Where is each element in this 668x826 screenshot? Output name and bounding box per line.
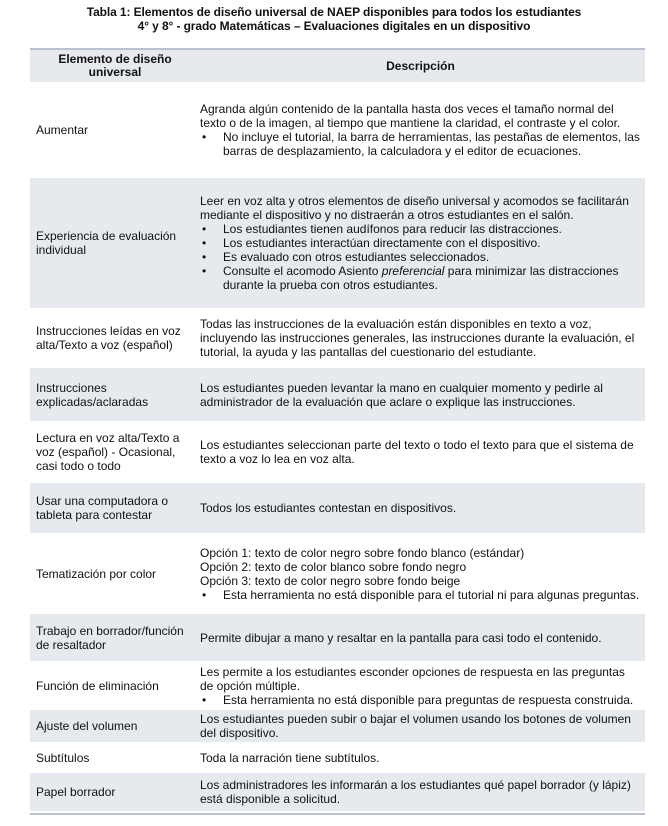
row-description: Toda la narración tiene subtítulos.: [200, 750, 380, 765]
row-description: [200, 665, 645, 707]
bullet-item: • Es evaluado con otros estudiantes seleccionados.: [200, 250, 641, 264]
row-element: Usar una computadora o tableta para contestar: [36, 494, 169, 522]
bullet-list: [200, 222, 641, 292]
row-description: [200, 546, 645, 602]
row-element: Instrucciones explicadas/aclaradas: [36, 380, 149, 409]
bullet-item: • Esta herramienta no está disponible para el tutorial ni para algunas preguntas.: [200, 588, 641, 602]
row-description: Los estudiantes seleccionan parte del texto o todo el texto para que el sistema de texto a voz lo lea en voz alta.: [200, 438, 634, 466]
bullet-emphasis: preferencial: [381, 264, 445, 278]
universal-design-table: [30, 48, 645, 811]
bullet-item: [200, 264, 641, 292]
header-element: [30, 53, 200, 79]
bullet-item: • Los estudiantes tienen audífonos para reducir las distracciones.: [200, 222, 641, 236]
bullet-list: [200, 130, 641, 158]
table-row: [30, 82, 645, 178]
row-element: Instrucciones leídas en voz alta/Texto a voz (español): [36, 324, 181, 352]
row-description: Permite dibujar a mano y resaltar en la pantalla para casi todo el contenido.: [200, 630, 602, 645]
row-element: Función de eliminación: [36, 678, 159, 693]
header-description: Descripción: [386, 59, 455, 73]
table-row: [30, 178, 645, 308]
table-row: [30, 661, 645, 710]
row-description: Todos los estudiantes contestan en dispositivos.: [200, 501, 457, 515]
row-element: Experiencia de evaluación individual: [36, 229, 177, 257]
header-element-line-1: Elemento de diseño: [58, 52, 172, 66]
description-text: Leer en voz alta y otros elementos de diseño universal y acomodos se facilitarán mediante el dispositivo y no distraerán a otros estudiantes en el salón.: [200, 194, 629, 222]
bullet-item: • Esta herramienta no está disponible para preguntas de respuesta construida.: [200, 693, 641, 707]
row-description: Los estudiantes pueden levantar la mano en cualquier momento y pedirle al administrador de la evaluación que aclare o explique las instrucciones.: [200, 380, 603, 409]
row-description: Todas las instrucciones de la evaluación están disponibles en texto a voz, incluyendo las instrucciones generales, las instrucciones durante la evaluación, el tutorial, la ayuda y las pantallas del cuestionario del estudiante.: [200, 317, 635, 359]
row-element: Trabajo en borrador/función de resaltador: [36, 623, 184, 652]
row-element: Tematización por color: [36, 566, 157, 581]
bullet-list: [200, 693, 641, 707]
table-row: [30, 421, 645, 483]
description-text: Les permite a los estudiantes esconder opciones de respuesta en las preguntas de opción múltiple.: [200, 664, 625, 693]
table-title: [0, 5, 668, 33]
table-bottom-border: [30, 813, 645, 815]
description-text: Agranda algún contenido de la pantalla hasta dos veces el tamaño normal del texto o de la imagen, al tiempo que mantiene la claridad, el contraste y el color.: [200, 102, 621, 130]
table-title-line-1: Tabla 1: Elementos de diseño universal de NAEP disponibles para todos los estudiantes: [86, 5, 582, 19]
table-header-row: [30, 50, 645, 82]
table-row: [30, 742, 645, 773]
header-element-line-2: universal: [88, 65, 142, 79]
color-option: Opción 2: texto de color blanco sobre fondo negro: [200, 559, 467, 574]
color-option: Opción 3: texto de color negro sobre fondo beige: [200, 573, 461, 588]
table-title-line-2: 4° y 8° - grado Matemáticas – Evaluaciones digitales en un dispositivo: [137, 19, 531, 33]
row-description: Los estudiantes pueden subir o bajar el volumen usando los botones de volumen del dispositivo.: [200, 712, 631, 740]
row-description: [200, 102, 645, 158]
bullet-item: • No incluye el tutorial, la barra de herramientas, las pestañas de elementos, las barras de desplazamiento, la calculadora y el editor de ecuaciones.: [200, 130, 641, 158]
table-row: [30, 308, 645, 368]
row-element: Ajuste del volumen: [36, 719, 138, 733]
bullet-text: para minimizar las distracciones durante la prueba con otros estudiantes.: [223, 264, 619, 292]
row-description: [200, 194, 645, 292]
row-description: Los administradores les informarán a los estudiantes qué papel borrador (y lápiz) está disponible a solicitud.: [200, 778, 631, 806]
bullet-list: [200, 588, 641, 602]
table-row: [30, 773, 645, 811]
table-row: [30, 483, 645, 533]
table-row: [30, 368, 645, 421]
bullet-text: Consulte el acomodo Asiento: [223, 264, 382, 278]
row-element: Papel borrador: [36, 785, 116, 799]
row-element: Lectura en voz alta/Texto a voz (español) - Ocasional, casi todo o todo: [36, 431, 180, 473]
table-row: [30, 533, 645, 614]
row-element: Subtítulos: [36, 750, 90, 765]
bullet-item: • Los estudiantes interactúan directamente con el dispositivo.: [200, 236, 641, 250]
table-row: [30, 710, 645, 742]
color-option: Opción 1: texto de color negro sobre fondo blanco (estándar): [200, 545, 525, 560]
table-row: [30, 614, 645, 661]
row-element: Aumentar: [36, 123, 89, 137]
